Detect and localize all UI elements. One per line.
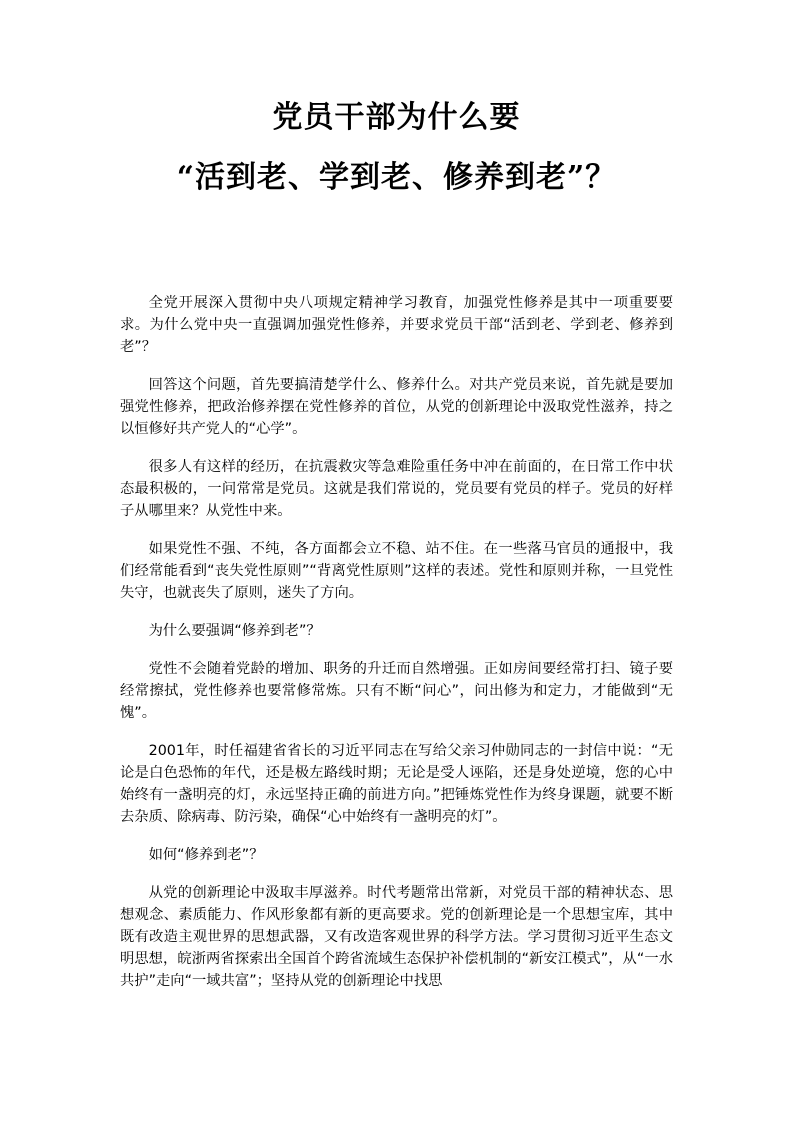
paragraph: 党性不会随着党龄的增加、职务的升迁而自然增强。正如房间要经常打扫、镜子要经常擦拭，党性修养也要常修常炼。只有不断“问心”，问出修为和定力，才能做到“无愧”。	[120, 661, 673, 721]
section-question: 如何“修养到老”？	[148, 847, 264, 863]
article-body	[120, 292, 673, 1008]
paragraph: 回答这个问题，首先要搞清楚学什么、修养什么。对共产党员来说，首先就是要加强党性修养，把政治修养摆在党性修养的首位，从党的创新理论中汲取党性滋养，持之以恒修好共产党人的“心学”。	[120, 377, 673, 437]
section-question: 为什么要强调“修养到老”？	[148, 623, 321, 639]
paragraph: 如果党性不强、不纯，各方面都会立不稳、站不住。在一些落马官员的通报中，我们经常能看到“丧失党性原则”“背离党性原则”这样的表述。党性和原则并称，一旦党性失守，也就丧失了原则，迷失了方向。	[120, 541, 673, 601]
title-line-2: “活到老、学到老、修养到老”？	[176, 160, 617, 195]
paragraph: 很多人有这样的经历，在抗震救灾等急难险重任务中冲在前面的，在日常工作中状态最积极的，一问常常是党员。这就是我们常说的，党员要有党员的样子。党员的好样子从哪里来？从党性中来。	[120, 459, 673, 519]
paragraph: 从党的创新理论中汲取丰厚滋养。时代考题常出常新，对党员干部的精神状态、思想观念、素质能力、作风形象都有新的更高要求。党的创新理论是一个思想宝库，其中既有改造主观世界的思想武器，又有改造客观世界的科学方法。学习贯彻习近平生态文明思想，皖浙两省探索出全国首个跨省流域生态保护补偿机制的“新安江模式”，从“一水共护”走向“一域共富”；坚持从党的创新理论中找思	[120, 885, 673, 989]
paragraph: 2001年，时任福建省省长的习近平同志在写给父亲习仲勋同志的一封信中说：“无论是白色恐怖的年代，还是极左路线时期；无论是受人诬陷，还是身处逆境，您的心中始终有一盏明亮的灯，永远坚持正确的前进方向。”把锤炼党性作为终身课题，就要不断去杂质、除病毒、防污染，确保“心中始终有一盏明亮的灯”。	[120, 743, 673, 825]
paragraph: 全党开展深入贯彻中央八项规定精神学习教育，加强党性修养是其中一项重要要求。为什么党中央一直强调加强党性修养，并要求党员干部“活到老、学到老、修养到老”？	[120, 295, 673, 355]
title-line-1: 党员干部为什么要	[272, 100, 521, 135]
